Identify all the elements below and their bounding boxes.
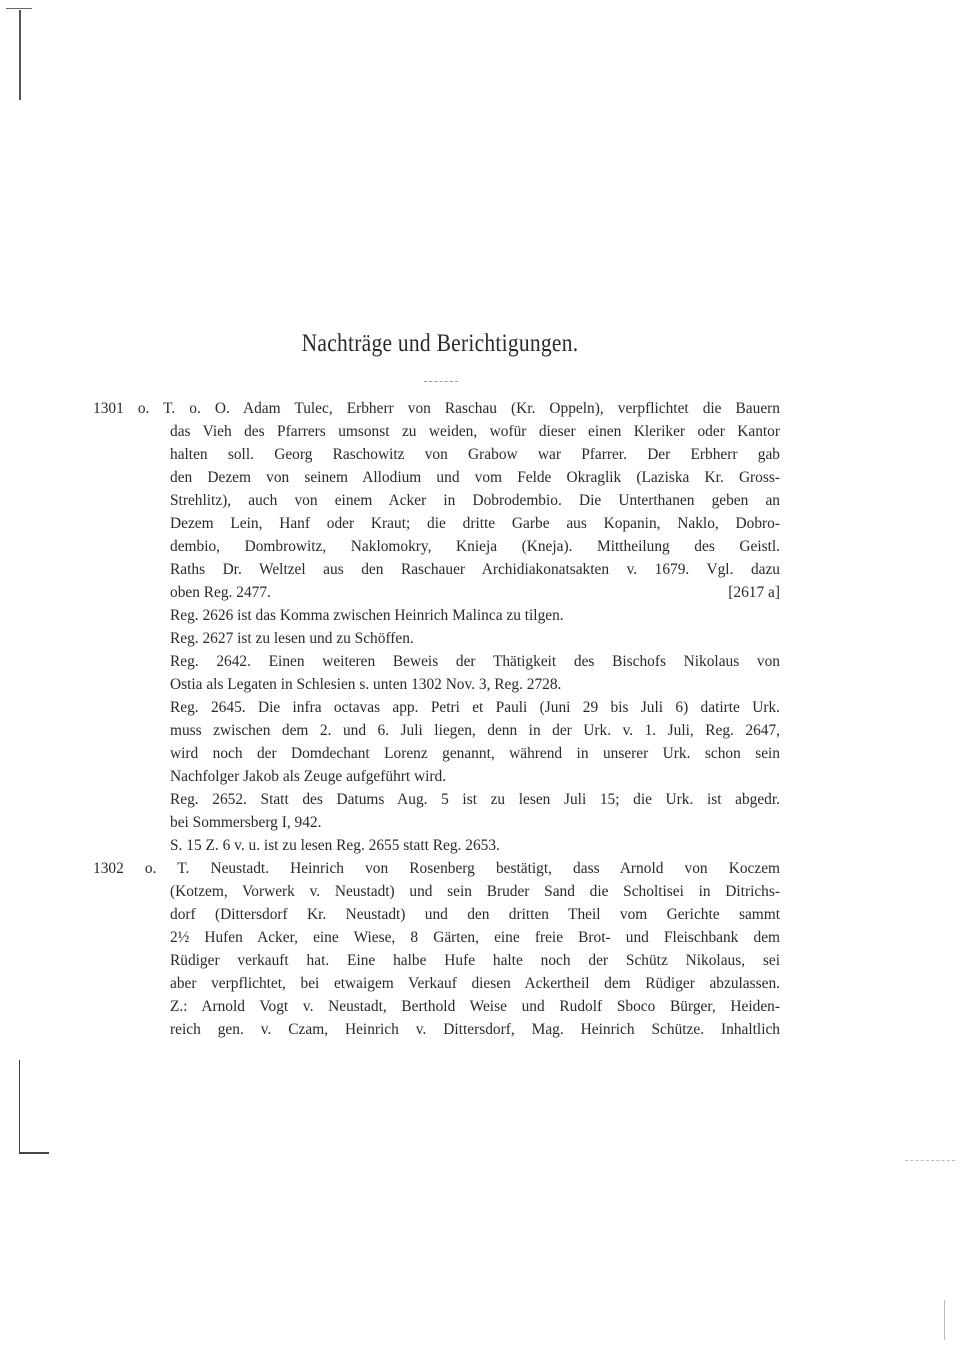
correction-line: Ostia als Legaten in Schlesien s. unten 1302 Nov. 3, Reg. 2728. [170, 676, 562, 693]
entry-line: reich gen. v. Czam, Heinrich v. Dittersdorf, Mag. Heinrich Schütze. Inhaltlich [170, 1021, 780, 1038]
scan-edge-mark [19, 1060, 20, 1152]
correction-line: Reg. 2626 ist das Komma zwischen Heinrich Malinca zu tilgen. [170, 607, 564, 624]
correction-line: Reg. 2642. Einen weiteren Beweis der Thätigkeit des Bischofs Nikolaus von [170, 653, 780, 670]
entry-line: Raths Dr. Weltzel aus den Raschauer Archidiakonatsakten v. 1679. Vgl. dazu [170, 561, 780, 578]
entry-line: Rüdiger verkauft hat. Eine halbe Hufe halte noch der Schütz Nikolaus, sei [170, 952, 780, 969]
correction-line: Reg. 2652. Statt des Datums Aug. 5 ist zu lesen Juli 15; die Urk. ist abgedr. [170, 791, 780, 808]
entry-line: das Vieh des Pfarrers umsonst zu weiden, wofür dieser einen Kleriker oder Kantor [170, 423, 780, 440]
correction-line: bei Sommersberg I, 942. [170, 814, 322, 831]
correction-line: wird noch der Domdechant Lorenz genannt, während in unserer Urk. schon sein [170, 745, 780, 762]
correction-line: Nachfolger Jakob als Zeuge aufgeführt wird. [170, 768, 447, 785]
scan-edge-mark [19, 1152, 49, 1154]
scan-edge-mark [6, 8, 32, 9]
scan-edge-mark [19, 10, 21, 100]
entry-line: dorf (Dittersdorf Kr. Neustadt) und den dritten Theil vom Gerichte sammt [170, 906, 780, 923]
scan-edge-mark [905, 1160, 955, 1161]
reference-number: [2617 a] [728, 584, 780, 601]
correction-line: S. 15 Z. 6 v. u. ist zu lesen Reg. 2655 statt Reg. 2653. [170, 837, 500, 854]
entry-line: Z.: Arnold Vogt v. Neustadt, Berthold Weise und Rudolf Sboco Bürger, Heiden- [170, 998, 780, 1015]
title-ornament [424, 381, 458, 382]
entry-line: Dezem Lein, Hanf oder Kraut; die dritte Garbe aus Kopanin, Naklo, Dobro- [170, 515, 780, 532]
correction-line: Reg. 2627 ist zu lesen und zu Schöffen. [170, 630, 414, 647]
entry-line: Strehlitz), auch von einem Acker in Dobrodembio. Die Unterthanen geben an [170, 492, 780, 509]
entry-line-with-ref [170, 582, 780, 604]
page-title: Nachträge und Berichtigungen. [301, 330, 579, 357]
entry-line: 1301 o. T. o. O. Adam Tulec, Erbherr von Raschau (Kr. Oppeln), verpflichtet die Bauern [93, 400, 780, 417]
entry-line: oben Reg. 2477. [170, 584, 271, 601]
correction-line: Reg. 2645. Die infra octavas app. Petri et Pauli (Juni 29 bis Juli 6) datirte Urk. [170, 699, 780, 716]
correction-line: muss zwischen dem 2. und 6. Juli liegen, denn in der Urk. v. 1. Juli, Reg. 2647, [170, 722, 780, 739]
entry-line: 2½ Hufen Acker, eine Wiese, 8 Gärten, eine freie Brot- und Fleischbank dem [170, 929, 780, 946]
entry-line: aber verpflichtet, bei etwaigem Verkauf diesen Ackertheil dem Rüdiger abzulassen. [170, 975, 780, 992]
entry-line: (Kotzem, Vorwerk v. Neustadt) und sein Bruder Sand die Scholtisei in Ditrichs- [170, 883, 780, 900]
entry-line: 1302 o. T. Neustadt. Heinrich von Rosenberg bestätigt, dass Arnold von Koczem [93, 860, 780, 877]
entry-line: den Dezem von seinem Allodium und vom Felde Okraglik (Laziska Kr. Gross- [170, 469, 780, 486]
entry-line: dembio, Dombrowitz, Naklomokry, Knieja (Kneja). Mittheilung des Geistl. [170, 538, 780, 555]
scan-edge-mark [944, 1300, 945, 1340]
entry-line: halten soll. Georg Raschowitz von Grabow war Pfarrer. Der Erbherr gab [170, 446, 780, 463]
